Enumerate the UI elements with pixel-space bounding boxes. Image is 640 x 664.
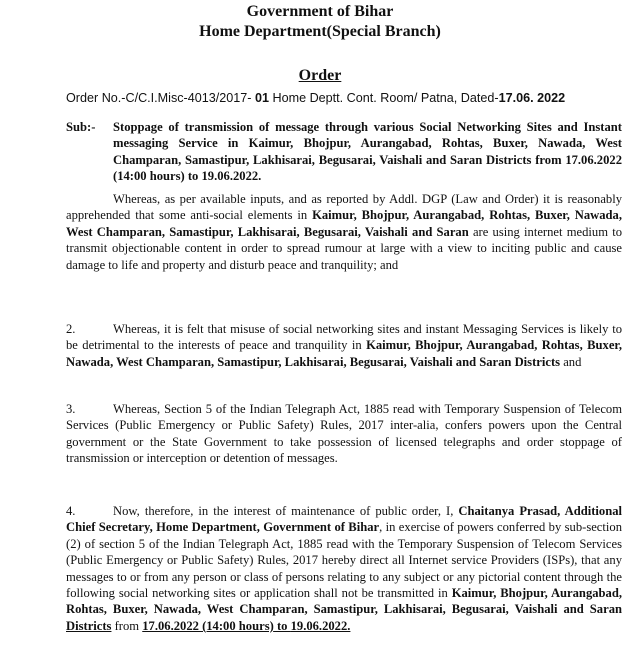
para4-end-date: 19.06.2022. — [290, 618, 351, 633]
para2-text-c: and — [560, 354, 582, 369]
header-government: Government of Bihar — [246, 3, 394, 20]
para3-number: 3. — [66, 402, 76, 416]
para4-text-c: , in exercise of powers conferred by sub-section (2) of section 5 of the Indian Telegraph Act, 1885 read with the Temporary Suspension of Telecom Services (Public Emergency or Public Safety) Rules, 2017 hereby direct all Internet service Providers (ISPs), that any messages to or from any person or class of persons relating to any subject or any pictorial content through the following social networking sites or application shall not be transmitted in — [66, 520, 622, 601]
para2-number: 2. — [66, 322, 76, 336]
para1-districts: Kaimur, Bhojpur, Aurangabad, Rohtas, Buxer, Nawada, West Champaran, Samastipur, Lakhisarai, Begusarai, Vaishali and Saran — [66, 208, 622, 239]
paragraph-1 — [66, 191, 622, 273]
para4-official-name: Chaitanya Prasad, Additional Chief Secretary, Home Department, Government of Bihar — [66, 504, 622, 535]
subject-label: Sub:- — [66, 120, 96, 134]
para2-districts: Kaimur, Bhojpur, Aurangabad, Rohtas, Buxer, Nawada, West Champaran, Samastipur, Lakhisarai, Begusarai, Vaishali and Saran Districts — [66, 338, 622, 369]
para4-number: 4. — [66, 504, 76, 518]
paragraph-3 — [66, 401, 622, 467]
para4-start-date: 17.06.2022 (14:00 hours) — [142, 618, 274, 633]
subject-text: Stoppage of transmission of message through various Social Networking Sites and Instant messaging Service in Kaimur, Bhojpur, Aurangabad, Rohtas, Buxer, Nawada, West Champaran, Samastipur, Lakhisarai, Begusarai, Vaishali and Saran Districts from 17.06.2022 (14:00 hours) to 19.06.2022. — [113, 120, 622, 184]
order-date: 17.06. 2022 — [498, 91, 566, 105]
header-department: Home Department(Special Branch) — [199, 23, 441, 40]
para4-districts-word: Districts — [66, 618, 112, 633]
para3-text: Whereas, Section 5 of the Indian Telegraph Act, 1885 read with Temporary Suspension of Telecom Services (Public Emergency or Public Safety) Rules, 2017 inter-alia, confers powers upon the Central government or the State Government to take possession of licensed telegraphs and order stoppage of transmission or interception or detention of messages. — [66, 402, 622, 466]
para4-to: to — [273, 618, 291, 633]
order-number-line — [66, 90, 616, 106]
order-number-value: 01 — [254, 91, 269, 105]
para2-text-a: Whereas, it is felt that misuse of social networking sites and instant Messaging Services is likely to be detrimental to the interests of peace and tranquility in — [66, 322, 622, 353]
order-number-middle: Home Deptt. Cont. Room/ Patna, Dated- — [268, 91, 499, 105]
para4-text-a: Now, therefore, in the interest of maintenance of public order, I, — [113, 504, 459, 518]
order-number-prefix: Order No.-C/C.I.Misc-4013/2017- — [66, 91, 255, 105]
paragraph-2 — [66, 321, 622, 370]
para1-text-c: are using internet medium to transmit objectionable content in order to spread rumour at large with a view to inciting public and cause damage to life and property and disturb peace and tranquility; and — [66, 224, 622, 272]
para1-text-a: Whereas, as per available inputs, and as reported by Addl. DGP (Law and Order) it is reasonably apprehended that some anti-social elements in — [66, 192, 622, 223]
para4-from: from — [111, 618, 143, 633]
para4-districts: Kaimur, Bhojpur, Aurangabad, Rohtas, Buxer, Nawada, West Champaran, Samastipur, Lakhisarai, Begusarai, Vaishali and Saran — [66, 586, 622, 617]
order-title: Order — [298, 67, 342, 84]
paragraph-4 — [66, 503, 622, 634]
